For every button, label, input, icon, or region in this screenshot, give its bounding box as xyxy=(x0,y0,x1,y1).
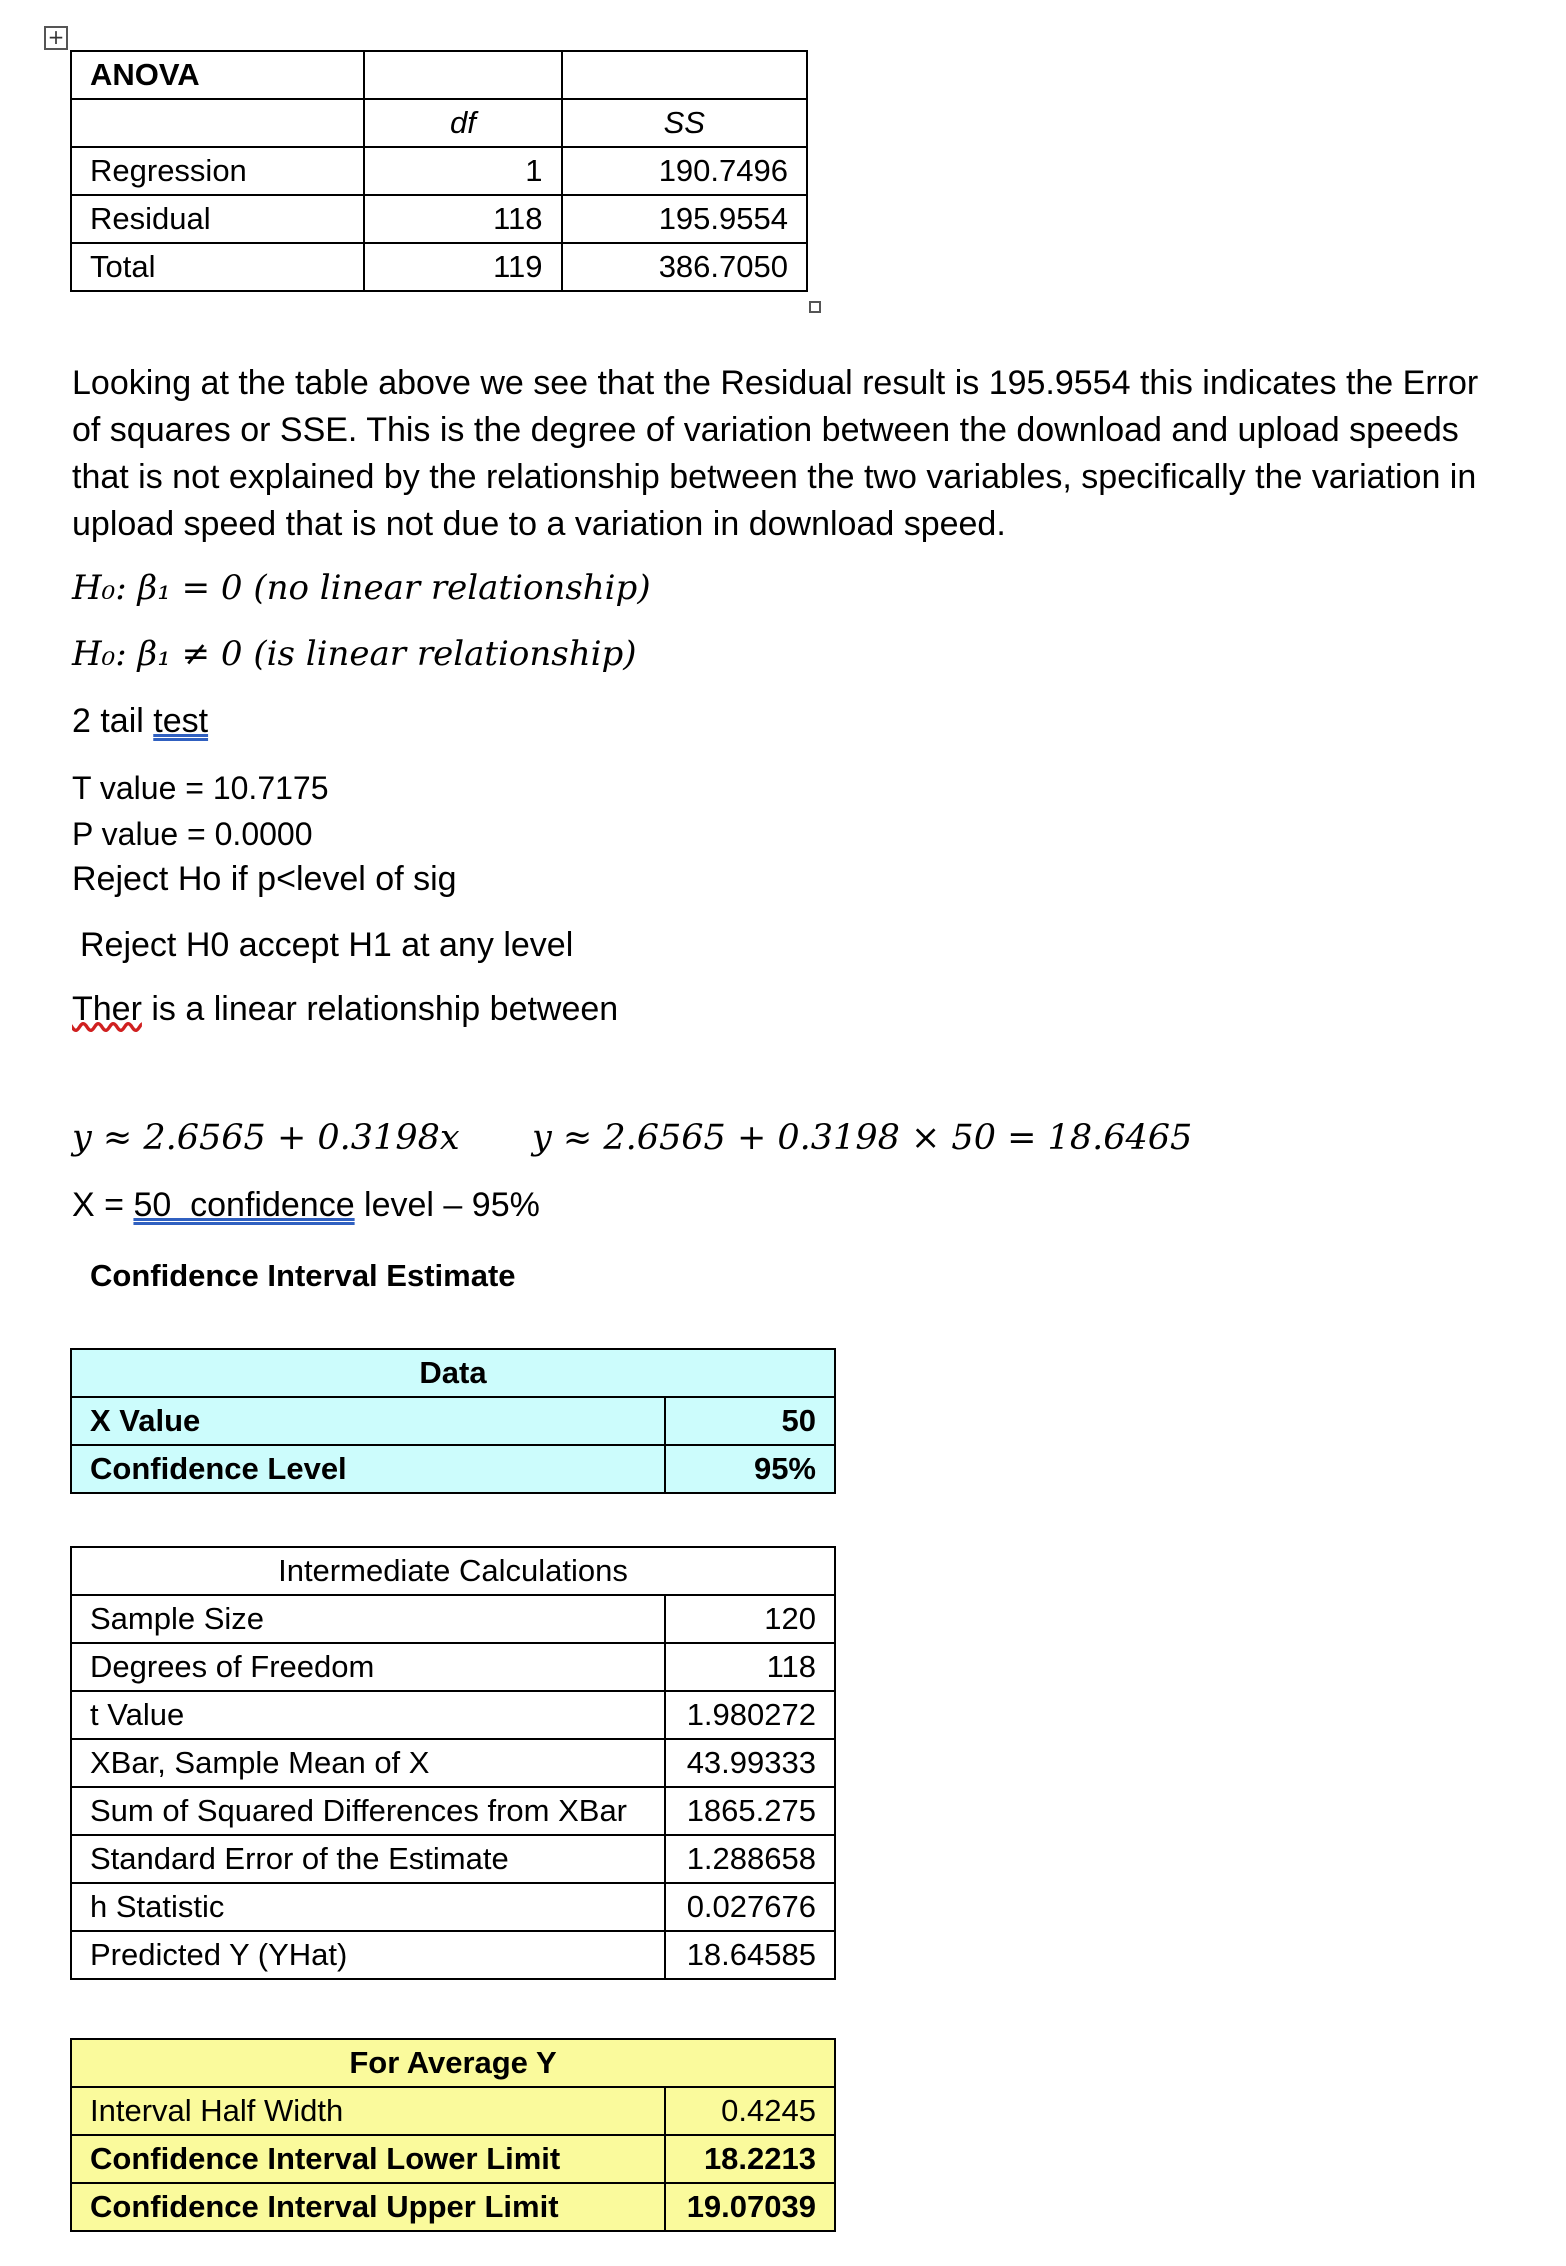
anova-row-label: Regression xyxy=(71,147,364,195)
data-table xyxy=(70,1348,836,1494)
data-heading: Data xyxy=(71,1349,835,1397)
data-row-value: 50 xyxy=(665,1397,835,1445)
average-y-table xyxy=(70,2038,836,2232)
anova-row-df: 1 xyxy=(364,147,561,195)
table-row xyxy=(71,195,807,243)
table-row xyxy=(71,1445,835,1493)
anova-row-ss: 190.7496 xyxy=(562,147,807,195)
table-resize-handle[interactable] xyxy=(809,301,821,313)
data-row-value: 95% xyxy=(665,1445,835,1493)
anova-row-ss: 386.7050 xyxy=(562,243,807,291)
table-row: Confidence Interval Upper Limit 19.07039 xyxy=(71,2183,835,2231)
misspelled-word: Ther xyxy=(72,990,142,1028)
anova-row-label: Residual xyxy=(71,195,364,243)
anova-row-df: 119 xyxy=(364,243,561,291)
table-row xyxy=(71,147,807,195)
intermediate-table xyxy=(70,1546,836,1980)
table-row: Predicted Y (YHat) 18.64585 xyxy=(71,1931,835,1979)
table-row: t Value 1.980272 xyxy=(71,1691,835,1739)
alt-hypothesis: H₀: β₁ ≠ 0 (is linear relationship) xyxy=(72,634,637,674)
tail-test-word: test xyxy=(153,702,209,740)
average-y-heading: For Average Y xyxy=(71,2039,835,2087)
table-move-handle-icon[interactable]: + xyxy=(44,26,68,50)
prediction-equation: y ≈ 2.6565 + 0.3198 × 50 = 18.6465 xyxy=(532,1118,1193,1158)
null-hypothesis: H₀: β₁ = 0 (no linear relationship) xyxy=(72,568,651,608)
reject-rule: Reject Ho if p<level of sig xyxy=(72,860,457,898)
t-value-line: T value = 10.7175 xyxy=(72,770,329,806)
table-row: Sample Size 120 xyxy=(71,1595,835,1643)
regression-equation: y ≈ 2.6565 + 0.3198x xyxy=(72,1118,460,1158)
table-row: h Statistic 0.027676 xyxy=(71,1883,835,1931)
anova-row-ss: 195.9554 xyxy=(562,195,807,243)
table-row xyxy=(71,243,807,291)
explanation-paragraph: Looking at the table above we see that the Residual result is 195.9554 this indicates the Error of squares or SSE. This is the degree of variation between the download and upload speeds that is not explained by the relationship between the two variables, specifically the variation in upload speed that is not due to a variation in download speed. xyxy=(72,364,1479,543)
x-confidence-line: X = 50 confidence level – 95% xyxy=(72,1186,540,1224)
decision-line: Reject H0 accept H1 at any level xyxy=(80,926,574,964)
anova-table xyxy=(70,50,808,292)
anova-col-df: df xyxy=(364,99,561,147)
anova-col-ss: SS xyxy=(562,99,807,147)
table-row: Standard Error of the Estimate 1.288658 xyxy=(71,1835,835,1883)
table-row: Sum of Squared Differences from XBar 1865.275 xyxy=(71,1787,835,1835)
table-row: XBar, Sample Mean of X 43.99333 xyxy=(71,1739,835,1787)
tail-test-line: 2 tail test xyxy=(72,702,209,740)
table-row: Interval Half Width 0.4245 xyxy=(71,2087,835,2135)
table-row: Confidence Interval Lower Limit 18.2213 xyxy=(71,2135,835,2183)
anova-row-df: 118 xyxy=(364,195,561,243)
data-row-label: Confidence Level xyxy=(71,1445,665,1493)
table-row: Degrees of Freedom 118 xyxy=(71,1643,835,1691)
anova-row-label: Total xyxy=(71,243,364,291)
anova-title: ANOVA xyxy=(71,51,364,99)
intermediate-heading: Intermediate Calculations xyxy=(71,1547,835,1595)
ci-heading: Confidence Interval Estimate xyxy=(90,1258,516,1293)
p-value-line: P value = 0.0000 xyxy=(72,816,313,852)
conclusion-line: Ther is a linear relationship between xyxy=(72,990,619,1028)
table-row xyxy=(71,1397,835,1445)
data-row-label: X Value xyxy=(71,1397,665,1445)
